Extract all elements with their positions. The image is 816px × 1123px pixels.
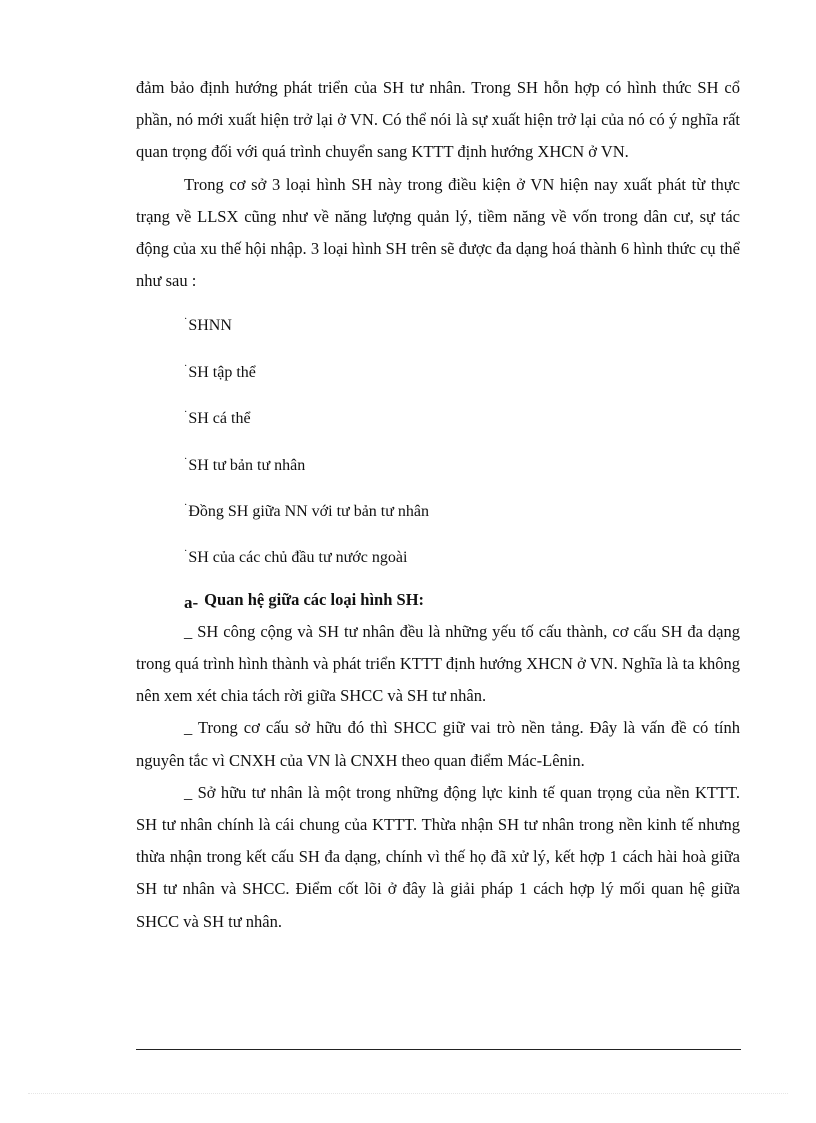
footer-divider [136,1049,741,1050]
heading-marker: a- [184,592,199,612]
heading-text: Quan hệ giữa các loại hình SH: [204,589,425,609]
list-item [184,535,740,581]
list-item [184,303,740,349]
list-item-text: Đồng SH giữa NN với tư bản tư nhân [188,502,430,520]
bullet-icon: · [184,546,188,558]
paragraph-5: _ Sở hữu tư nhân là một trong những động lực kinh tế quan trọng của nền KTTT. SH tư nhân chính là cái chung của KTTT. Thừa nhận SH tư nhân trong nền kinh tế nhưng thừa nhận trong kết cấu SH đa dạng, chính vì thế họ đã xử lý, kết hợp 1 cách hài hoà giữa SH tư nhân và SHCC. Điểm cốt lõi ở đây là giải pháp 1 cách hợp lý mối quan hệ giữa SHCC và SH tư nhân. [136,782,740,931]
bullet-icon: · [184,407,188,419]
bullet-icon: · [184,453,188,465]
page-bottom-edge [28,1093,788,1094]
list-item [184,350,740,396]
page-content [136,72,740,938]
list-item-text: SH tư bản tư nhân [188,456,306,474]
bullet-icon: · [184,499,188,511]
list-item-text: SH tập thể [188,363,256,381]
paragraph-3: _ SH công cộng và SH tư nhân đều là những yếu tố cấu thành, cơ cấu SH đa dạng trong quá trình hình thành và phát triển KTTT định hướng XHCN ở VN. Nghĩa là ta không nên xem xét chia tách rời giữa SHCC và SH tư nhân. [136,621,740,706]
list-item [184,489,740,535]
list-item [184,396,740,442]
bullet-icon: · [184,360,188,372]
paragraph-2: Trong cơ sở 3 loại hình SH này trong điều kiện ở VN hiện nay xuất phát từ thực trạng về LLSX cũng như về năng lượng quản lý, tiềm năng về vốn trong dân cư, sự tác động của xu thế hội nhập. 3 loại hình SH trên sẽ được đa dạng hoá thành 6 hình thức cụ thể như sau : [136,174,740,291]
section-heading [184,584,740,616]
bullet-icon: · [184,314,188,326]
list-item-text: SHNN [188,317,232,335]
list-item-text: SH của các chủ đầu tư nước ngoài [188,549,408,567]
paragraph-4: _ Trong cơ cấu sở hữu đó thì SHCC giữ vai trò nền tảng. Đây là vấn đề có tính nguyên tắc vì CNXH của VN là CNXH theo quan điểm Mác-Lênin. [136,718,740,770]
list-item [184,443,740,489]
list-item-text: SH cá thể [188,410,251,428]
ownership-forms-list [136,303,740,581]
paragraph-1: đảm bảo định hướng phát triển của SH tư nhân. Trong SH hỗn hợp có hình thức SH cổ phần, nó mới xuất hiện trở lại ở VN. Có thể nói là sự xuất hiện trở lại của nó có ý nghĩa rất quan trọng đối với quá trình chuyển sang KTTT định hướng XHCN ở VN. [136,78,740,162]
